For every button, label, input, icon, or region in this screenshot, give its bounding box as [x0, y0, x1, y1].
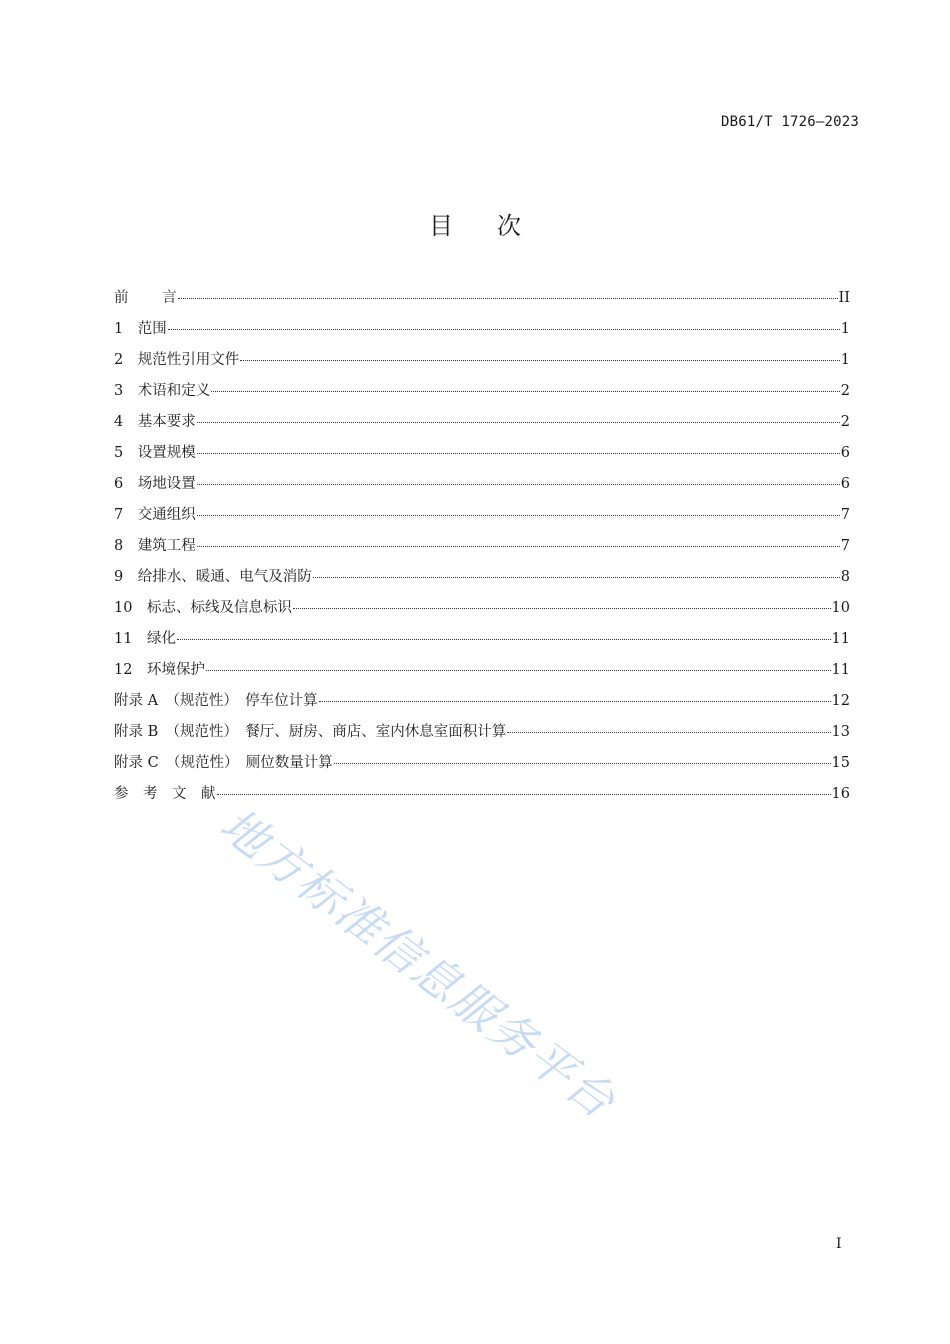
toc-page: 1	[840, 352, 850, 368]
toc-label: 9 给排水、暖通、电气及消防	[114, 569, 312, 585]
toc-label: 7 交通组织	[114, 507, 196, 523]
toc-entry-traffic[interactable]	[114, 503, 850, 534]
dot-leader	[168, 329, 840, 330]
toc-page: 11	[831, 662, 850, 678]
toc-entry-normative-references[interactable]	[114, 348, 850, 379]
toc-label: 4 基本要求	[114, 414, 196, 430]
toc-page: 11	[831, 631, 850, 647]
toc-label: 前 言	[114, 290, 177, 306]
toc-label: 11 绿化	[114, 631, 176, 647]
toc-label: 附录 C （规范性） 厕位数量计算	[114, 755, 333, 771]
toc-label: 附录 A （规范性） 停车位计算	[114, 693, 318, 709]
toc-page: 2	[840, 383, 850, 399]
toc-page: 15	[831, 755, 850, 771]
toc-label: 8 建筑工程	[114, 538, 196, 554]
toc-entry-appendix-c[interactable]	[114, 751, 850, 782]
dot-leader	[197, 484, 840, 485]
toc-page: 7	[840, 507, 850, 523]
dot-leader	[206, 670, 831, 671]
dot-leader	[197, 453, 840, 454]
dot-leader	[334, 763, 831, 764]
toc-label: 1 范围	[114, 321, 167, 337]
table-of-contents	[114, 286, 850, 813]
dot-leader	[197, 515, 840, 516]
dot-leader	[319, 701, 831, 702]
toc-label: 10 标志、标线及信息标识	[114, 600, 292, 616]
dot-leader	[217, 794, 831, 795]
toc-label: 6 场地设置	[114, 476, 196, 492]
toc-entry-bibliography[interactable]	[114, 782, 850, 813]
toc-entry-appendix-b[interactable]	[114, 720, 850, 751]
toc-page: 10	[831, 600, 850, 616]
toc-entry-utilities[interactable]	[114, 565, 850, 596]
toc-entry-construction[interactable]	[114, 534, 850, 565]
toc-label: 2 规范性引用文件	[114, 352, 240, 368]
toc-entry-foreword[interactable]	[114, 286, 850, 317]
toc-page: II	[838, 290, 850, 306]
toc-page: 16	[831, 786, 850, 802]
toc-page: 6	[840, 476, 850, 492]
toc-label: 12 环境保护	[114, 662, 205, 678]
toc-entry-site-setup[interactable]	[114, 472, 850, 503]
toc-page: 13	[831, 724, 850, 740]
toc-entry-scale[interactable]	[114, 441, 850, 472]
toc-entry-scope[interactable]	[114, 317, 850, 348]
page-title: 目次	[429, 212, 565, 240]
toc-page: 8	[840, 569, 850, 585]
toc-entry-environment[interactable]	[114, 658, 850, 689]
toc-entry-terms-definitions[interactable]	[114, 379, 850, 410]
toc-entry-greening[interactable]	[114, 627, 850, 658]
dot-leader	[313, 577, 840, 578]
dot-leader	[293, 608, 831, 609]
toc-entry-signage[interactable]	[114, 596, 850, 627]
toc-entry-appendix-a[interactable]	[114, 689, 850, 720]
dot-leader	[197, 422, 840, 423]
toc-label: 参 考 文 献	[114, 786, 216, 802]
dot-leader	[240, 360, 840, 361]
toc-label: 5 设置规模	[114, 445, 196, 461]
toc-page: 1	[840, 321, 850, 337]
toc-entry-basic-requirements[interactable]	[114, 410, 850, 441]
dot-leader	[507, 732, 830, 733]
dot-leader	[197, 546, 840, 547]
dot-leader	[177, 639, 831, 640]
toc-page: 6	[840, 445, 850, 461]
dot-leader	[211, 391, 840, 392]
toc-label: 附录 B （规范性） 餐厅、厨房、商店、室内休息室面积计算	[114, 724, 507, 740]
document-code: DB61/T 1726—2023	[720, 114, 859, 130]
watermark: 地方标准信息服务平台	[210, 797, 626, 1130]
toc-page: 7	[840, 538, 850, 554]
page-number: I	[836, 1236, 842, 1252]
dot-leader	[178, 298, 838, 299]
toc-page: 2	[840, 414, 850, 430]
toc-label: 3 术语和定义	[114, 383, 211, 399]
toc-page: 12	[831, 693, 850, 709]
